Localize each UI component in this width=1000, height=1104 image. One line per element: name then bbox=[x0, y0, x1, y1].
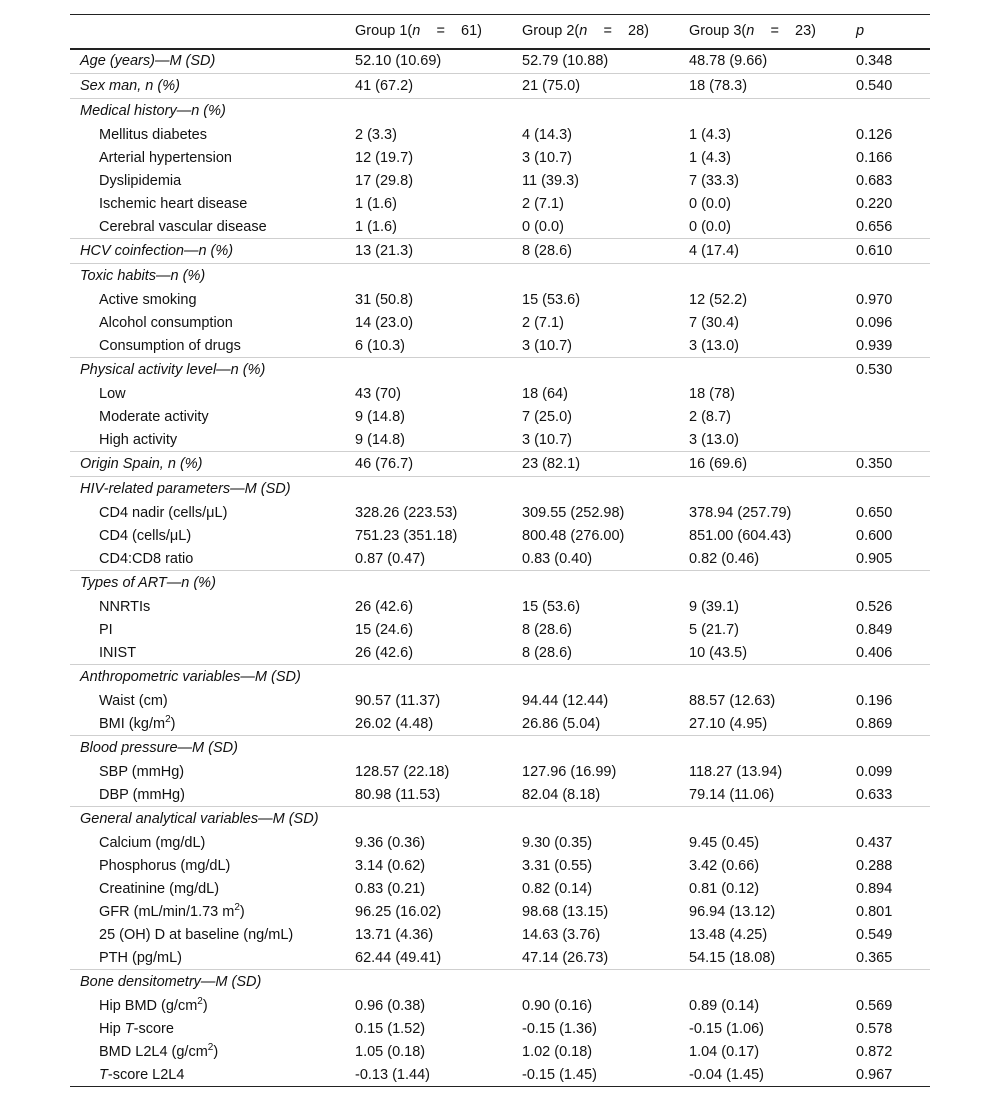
group-1-cell: 80.98 (11.53) bbox=[355, 786, 441, 803]
group-3-cell: 1 (4.3) bbox=[689, 127, 731, 143]
table-section-row bbox=[70, 74, 930, 99]
group-2-cell: 3.31 (0.55) bbox=[522, 858, 593, 874]
p-value-cell: 0.656 bbox=[856, 218, 893, 235]
group-3-cell: -0.15 (1.06) bbox=[689, 1021, 764, 1037]
group-3-cell: 1 (4.3) bbox=[689, 150, 731, 166]
p-value-cell: 0.196 bbox=[856, 693, 893, 709]
group-1-cell: 52.10 (10.69) bbox=[355, 53, 442, 70]
row-label: BMD L2L4 $(g/cm^2)$ bbox=[99, 1042, 219, 1060]
group-2-cell: 0.90 (0.16) bbox=[522, 998, 593, 1014]
table-row bbox=[70, 170, 930, 193]
row-label: CD4 (cells/μL) bbox=[99, 528, 192, 544]
table-section-row bbox=[70, 99, 930, 124]
baseline-characteristics-table-container bbox=[70, 14, 930, 1087]
group-3-cell: 9.45 (0.45) bbox=[689, 835, 760, 851]
table-section-row bbox=[70, 807, 930, 832]
row-label: Origin Spain, n (%) bbox=[70, 452, 345, 477]
row-label: T-score L2L4 bbox=[99, 1066, 185, 1083]
group-3-cell: 378.94 (257.79) bbox=[689, 505, 792, 521]
p-value-cell: 0.633 bbox=[856, 786, 893, 803]
group-3-cell: 851.00 (604.43) bbox=[689, 528, 792, 544]
row-label: Sex man, n (%) bbox=[70, 74, 345, 99]
row-label: INIST bbox=[99, 644, 137, 661]
group-3-cell: 16 (69.6) bbox=[679, 452, 846, 477]
group-1-cell: 9.36 (0.36) bbox=[355, 835, 426, 851]
row-label: Blood pressure—M (SD) bbox=[70, 736, 345, 761]
group-3-cell: 13.48 (4.25) bbox=[689, 927, 768, 943]
group-3-cell bbox=[679, 99, 846, 124]
group-2-cell: 3 (10.7) bbox=[522, 431, 572, 448]
group-3-cell bbox=[679, 477, 846, 502]
group-3-cell: 2 (8.7) bbox=[689, 409, 731, 425]
row-label: Calcium (mg/dL) bbox=[99, 835, 206, 851]
row-label: Hip BMD $(g/cm^2)$ bbox=[99, 996, 208, 1014]
group-3-cell: 4 (17.4) bbox=[679, 239, 846, 264]
p-value-cell: 0.437 bbox=[856, 835, 893, 851]
group-3-cell: 88.57 (12.63) bbox=[689, 693, 776, 709]
group-1-cell bbox=[345, 99, 512, 124]
group-1-cell: 15 (24.6) bbox=[355, 622, 414, 638]
table-row bbox=[70, 855, 930, 878]
p-value-cell bbox=[846, 406, 930, 429]
p-value-cell bbox=[846, 970, 930, 995]
group-3-cell: 96.94 (13.12) bbox=[689, 904, 776, 920]
group-1-cell: 26 (42.6) bbox=[355, 599, 414, 615]
group-2-cell bbox=[512, 807, 679, 832]
table-row bbox=[70, 947, 930, 970]
row-label: Types of ART—n (%) bbox=[70, 571, 345, 596]
group-2-cell: 309.55 (252.98) bbox=[522, 505, 625, 521]
p-value-cell bbox=[846, 383, 930, 406]
group-2-cell: 4 (14.3) bbox=[522, 127, 572, 143]
group-2-cell: 800.48 (276.00) bbox=[522, 528, 625, 544]
row-label: Consumption of drugs bbox=[99, 337, 241, 354]
p-value-cell: 0.869 bbox=[856, 715, 893, 732]
group-2-cell bbox=[512, 99, 679, 124]
p-value-cell: 0.939 bbox=[856, 337, 893, 354]
p-value-cell: 0.610 bbox=[846, 239, 930, 264]
p-value-cell: 0.600 bbox=[856, 528, 893, 544]
row-label: Cerebral vascular disease bbox=[99, 218, 267, 235]
header-label-column bbox=[70, 15, 345, 49]
table-row bbox=[70, 548, 930, 571]
table-header bbox=[70, 15, 930, 49]
table-row bbox=[70, 312, 930, 335]
group-3-cell: 0 (0.0) bbox=[689, 196, 731, 212]
group-1-cell: 13 (21.3) bbox=[345, 239, 512, 264]
p-value-cell: 0.526 bbox=[856, 599, 893, 615]
row-label: CD4 nadir (cells/μL) bbox=[99, 505, 228, 521]
group-1-cell bbox=[345, 264, 512, 289]
group-2-cell: 11 (39.3) bbox=[522, 173, 579, 189]
table-row bbox=[70, 335, 930, 358]
group-3-cell: 7 (30.4) bbox=[689, 315, 739, 331]
table-row bbox=[70, 525, 930, 548]
p-value-cell bbox=[846, 665, 930, 690]
table-row bbox=[70, 690, 930, 713]
group-1-cell: 0.96 (0.38) bbox=[355, 998, 426, 1014]
row-label: Dyslipidemia bbox=[99, 173, 182, 189]
table-row bbox=[70, 216, 930, 239]
row-label: Moderate activity bbox=[99, 409, 209, 425]
group-3-cell: 79.14 (11.06) bbox=[689, 786, 775, 803]
table-row bbox=[70, 383, 930, 406]
group-2-cell: 47.14 (26.73) bbox=[522, 949, 609, 966]
group-1-cell: 1 (1.6) bbox=[355, 196, 397, 212]
group-2-cell bbox=[512, 736, 679, 761]
group-2-cell: 0.82 (0.14) bbox=[522, 881, 593, 897]
p-value-cell: 0.166 bbox=[856, 150, 893, 166]
table-section-row bbox=[70, 452, 930, 477]
group-2-cell bbox=[512, 665, 679, 690]
table-row bbox=[70, 924, 930, 947]
group-3-cell: 118.27 (13.94) bbox=[689, 764, 783, 780]
group-1-cell: 31 (50.8) bbox=[355, 292, 414, 308]
group-1-cell: 13.71 (4.36) bbox=[355, 927, 434, 943]
p-value-cell: 0.348 bbox=[856, 53, 893, 70]
group-2-cell: 14.63 (3.76) bbox=[522, 927, 601, 943]
table-section-row bbox=[70, 665, 930, 690]
group-2-cell: 26.86 (5.04) bbox=[522, 715, 601, 732]
p-value-cell bbox=[846, 99, 930, 124]
table-row bbox=[70, 784, 930, 807]
row-label: HCV coinfection—n (%) bbox=[70, 239, 345, 264]
table-section-row bbox=[70, 571, 930, 596]
p-value-cell: 0.540 bbox=[846, 74, 930, 99]
row-label: General analytical variables—M (SD) bbox=[70, 807, 345, 832]
header-row bbox=[70, 15, 930, 49]
p-value-cell bbox=[846, 477, 930, 502]
header-p-value: p bbox=[856, 23, 865, 40]
group-1-cell: 43 (70) bbox=[355, 386, 401, 402]
group-3-cell: 0.81 (0.12) bbox=[689, 881, 760, 897]
group-2-cell bbox=[512, 358, 679, 383]
row-label: SBP (mmHg) bbox=[99, 764, 185, 780]
group-2-cell bbox=[512, 970, 679, 995]
group-3-cell bbox=[679, 736, 846, 761]
table-row bbox=[70, 147, 930, 170]
group-3-cell: 27.10 (4.95) bbox=[689, 715, 768, 732]
baseline-characteristics-table bbox=[70, 14, 930, 1087]
p-value-cell: 0.530 bbox=[846, 358, 930, 383]
row-label: Age (years)—M (SD) bbox=[80, 53, 216, 70]
group-3-cell bbox=[679, 665, 846, 690]
group-2-cell: 15 (53.6) bbox=[522, 292, 581, 308]
group-3-cell bbox=[679, 970, 846, 995]
table-section-row bbox=[70, 970, 930, 995]
row-label: BMI $(kg/m^2)$ bbox=[99, 713, 176, 732]
group-1-cell: 46 (76.7) bbox=[345, 452, 512, 477]
group-1-cell: -0.13 (1.44) bbox=[355, 1066, 430, 1083]
table-row bbox=[70, 1064, 930, 1087]
row-label: Toxic habits—n (%) bbox=[70, 264, 345, 289]
group-3-cell: 10 (43.5) bbox=[689, 644, 748, 661]
table-row bbox=[70, 619, 930, 642]
p-value-cell: 0.126 bbox=[856, 127, 893, 143]
header-group3: Group 3(n = 23) bbox=[689, 23, 817, 40]
group-1-cell: 9 (14.8) bbox=[355, 431, 405, 448]
group-1-cell bbox=[345, 477, 512, 502]
group-3-cell: 3 (13.0) bbox=[689, 431, 739, 448]
group-1-cell bbox=[345, 736, 512, 761]
group-2-cell: 127.96 (16.99) bbox=[522, 764, 617, 780]
p-value-cell: 0.683 bbox=[856, 173, 893, 189]
group-3-cell bbox=[679, 358, 846, 383]
group-1-cell bbox=[345, 358, 512, 383]
group-2-cell: 1.02 (0.18) bbox=[522, 1044, 593, 1060]
group-1-cell: 17 (29.8) bbox=[355, 173, 414, 189]
p-value-cell: 0.220 bbox=[856, 196, 893, 212]
table-row bbox=[70, 289, 930, 312]
group-2-cell: 94.44 (12.44) bbox=[522, 693, 609, 709]
row-label: PI bbox=[99, 622, 113, 638]
table-section-row bbox=[70, 264, 930, 289]
group-2-cell: 8 (28.6) bbox=[522, 644, 572, 661]
p-value-cell: 0.288 bbox=[856, 858, 893, 874]
p-value-cell: 0.872 bbox=[856, 1044, 893, 1060]
group-1-cell bbox=[345, 970, 512, 995]
group-2-cell: -0.15 (1.45) bbox=[522, 1066, 597, 1083]
group-2-cell: 18 (64) bbox=[522, 386, 568, 402]
group-1-cell: 9 (14.8) bbox=[355, 409, 405, 425]
group-1-cell bbox=[345, 665, 512, 690]
table-row bbox=[70, 713, 930, 736]
p-value-cell: 0.350 bbox=[846, 452, 930, 477]
group-2-cell bbox=[512, 571, 679, 596]
group-1-cell bbox=[345, 571, 512, 596]
header-group1: Group 1(n = 61) bbox=[355, 23, 483, 40]
p-value-cell: 0.578 bbox=[856, 1021, 893, 1037]
p-value-cell: 0.970 bbox=[856, 292, 893, 308]
p-value-cell: 0.849 bbox=[856, 622, 893, 638]
group-3-cell: 0 (0.0) bbox=[689, 218, 731, 235]
group-2-cell: -0.15 (1.36) bbox=[522, 1021, 597, 1037]
table-row bbox=[70, 1041, 930, 1064]
group-2-cell: 2 (7.1) bbox=[522, 315, 564, 331]
group-2-cell: 98.68 (13.15) bbox=[522, 904, 609, 920]
table-section-row bbox=[70, 358, 930, 383]
group-1-cell: 14 (23.0) bbox=[355, 315, 414, 331]
p-value-cell bbox=[846, 264, 930, 289]
group-1-cell: 62.44 (49.41) bbox=[355, 949, 442, 966]
group-3-cell: -0.04 (1.45) bbox=[689, 1066, 764, 1083]
table-row bbox=[70, 995, 930, 1018]
p-value-cell bbox=[846, 571, 930, 596]
p-value-cell: 0.406 bbox=[856, 644, 893, 661]
p-value-cell bbox=[846, 429, 930, 452]
group-3-cell: 0.89 (0.14) bbox=[689, 998, 760, 1014]
table-row bbox=[70, 901, 930, 924]
row-label: GFR (mL/min/1.73 $m^2$) bbox=[99, 902, 245, 920]
group-1-cell: 26 (42.6) bbox=[355, 644, 414, 661]
group-1-cell: 328.26 (223.53) bbox=[355, 505, 458, 521]
group-1-cell: 128.57 (22.18) bbox=[355, 764, 450, 780]
row-label: Physical activity level—n (%) bbox=[70, 358, 345, 383]
group-2-cell: 0.83 (0.40) bbox=[522, 550, 593, 567]
group-1-cell: 6 (10.3) bbox=[355, 337, 405, 354]
group-3-cell: 3 (13.0) bbox=[689, 337, 739, 354]
row-label: Mellitus diabetes bbox=[99, 127, 207, 143]
table-section-row bbox=[70, 477, 930, 502]
group-3-cell: 5 (21.7) bbox=[689, 622, 739, 638]
p-value-cell: 0.365 bbox=[856, 949, 893, 966]
p-value-cell: 0.569 bbox=[856, 998, 893, 1014]
group-2-cell: 9.30 (0.35) bbox=[522, 835, 593, 851]
p-value-cell: 0.096 bbox=[856, 315, 893, 331]
group-3-cell: 1.04 (0.17) bbox=[689, 1044, 760, 1060]
group-3-cell: 3.42 (0.66) bbox=[689, 858, 760, 874]
group-3-cell: 7 (33.3) bbox=[689, 173, 739, 189]
row-label: PTH (pg/mL) bbox=[99, 949, 182, 966]
group-3-cell: 9 (39.1) bbox=[689, 599, 739, 615]
group-2-cell: 3 (10.7) bbox=[522, 150, 572, 166]
group-1-cell: 41 (67.2) bbox=[345, 74, 512, 99]
p-value-cell bbox=[846, 736, 930, 761]
row-label: Active smoking bbox=[99, 292, 197, 308]
p-value-cell: 0.894 bbox=[856, 881, 893, 897]
group-3-cell: 48.78 (9.66) bbox=[689, 53, 768, 70]
group-3-cell: 18 (78) bbox=[689, 386, 735, 402]
group-3-cell bbox=[679, 571, 846, 596]
group-1-cell: 0.83 (0.21) bbox=[355, 881, 426, 897]
row-label: Phosphorus (mg/dL) bbox=[99, 858, 231, 874]
group-1-cell: 96.25 (16.02) bbox=[355, 904, 442, 920]
group-1-cell: 26.02 (4.48) bbox=[355, 715, 434, 732]
p-value-cell: 0.801 bbox=[856, 904, 893, 920]
row-label: CD4:CD8 ratio bbox=[99, 550, 194, 567]
header-group2: Group 2(n = 28) bbox=[522, 23, 650, 40]
row-label: Waist (cm) bbox=[99, 693, 168, 709]
p-value-cell: 0.549 bbox=[856, 927, 893, 943]
group-3-cell: 12 (52.2) bbox=[689, 292, 748, 308]
group-2-cell: 2 (7.1) bbox=[522, 196, 564, 212]
group-1-cell: 751.23 (351.18) bbox=[355, 528, 458, 544]
p-value-cell: 0.099 bbox=[856, 764, 893, 780]
group-3-cell: 54.15 (18.08) bbox=[689, 949, 776, 966]
group-2-cell: 3 (10.7) bbox=[522, 337, 572, 354]
table-row bbox=[70, 1018, 930, 1041]
group-1-cell: 3.14 (0.62) bbox=[355, 858, 426, 874]
p-value-cell: 0.967 bbox=[856, 1066, 893, 1083]
group-3-cell bbox=[679, 264, 846, 289]
table-row bbox=[70, 832, 930, 855]
group-1-cell: 90.57 (11.37) bbox=[355, 693, 441, 709]
group-1-cell: 2 (3.3) bbox=[355, 127, 397, 143]
table-body bbox=[70, 49, 930, 1087]
table-row bbox=[70, 878, 930, 901]
row-label: Bone densitometry—M (SD) bbox=[70, 970, 345, 995]
p-value-cell: 0.650 bbox=[856, 505, 893, 521]
group-2-cell: 0 (0.0) bbox=[522, 218, 564, 235]
group-2-cell: 7 (25.0) bbox=[522, 409, 572, 425]
table-section-row bbox=[70, 239, 930, 264]
p-value-cell: 0.905 bbox=[856, 550, 893, 567]
group-3-cell bbox=[679, 807, 846, 832]
row-label: Low bbox=[99, 386, 126, 402]
group-2-cell bbox=[512, 477, 679, 502]
table-row bbox=[70, 406, 930, 429]
group-2-cell: 8 (28.6) bbox=[522, 622, 572, 638]
group-2-cell: 8 (28.6) bbox=[512, 239, 679, 264]
group-2-cell: 23 (82.1) bbox=[512, 452, 679, 477]
group-3-cell: 0.82 (0.46) bbox=[689, 550, 760, 567]
table-section-row bbox=[70, 736, 930, 761]
row-label: Arterial hypertension bbox=[99, 150, 232, 166]
row-label: Creatinine (mg/dL) bbox=[99, 881, 220, 897]
table-row bbox=[70, 193, 930, 216]
group-1-cell: 0.87 (0.47) bbox=[355, 550, 426, 567]
row-label: Hip T-score bbox=[99, 1021, 174, 1037]
row-label: HIV-related parameters—M (SD) bbox=[70, 477, 345, 502]
table-section-row bbox=[70, 49, 930, 74]
group-1-cell bbox=[345, 807, 512, 832]
table-row bbox=[70, 642, 930, 665]
row-label: High activity bbox=[99, 431, 178, 448]
table-row bbox=[70, 429, 930, 452]
row-label: NNRTIs bbox=[99, 599, 151, 615]
table-row bbox=[70, 502, 930, 525]
row-label: Medical history—n (%) bbox=[70, 99, 345, 124]
row-label: 25 (OH) D at baseline (ng/mL) bbox=[99, 927, 294, 943]
group-2-cell: 82.04 (8.18) bbox=[522, 786, 601, 803]
group-2-cell: 52.79 (10.88) bbox=[522, 53, 609, 70]
group-2-cell: 21 (75.0) bbox=[512, 74, 679, 99]
group-2-cell bbox=[512, 264, 679, 289]
group-1-cell: 1.05 (0.18) bbox=[355, 1044, 426, 1060]
row-label: DBP (mmHg) bbox=[99, 786, 185, 803]
row-label: Alcohol consumption bbox=[99, 315, 233, 331]
group-2-cell: 15 (53.6) bbox=[522, 599, 581, 615]
row-label: Ischemic heart disease bbox=[99, 196, 248, 212]
row-label: Anthropometric variables—M (SD) bbox=[70, 665, 345, 690]
table-row bbox=[70, 596, 930, 619]
table-row bbox=[70, 124, 930, 147]
group-1-cell: 12 (19.7) bbox=[355, 150, 414, 166]
table-row bbox=[70, 761, 930, 784]
group-3-cell: 18 (78.3) bbox=[679, 74, 846, 99]
group-1-cell: 1 (1.6) bbox=[355, 218, 397, 235]
p-value-cell bbox=[846, 807, 930, 832]
group-1-cell: 0.15 (1.52) bbox=[355, 1021, 426, 1037]
